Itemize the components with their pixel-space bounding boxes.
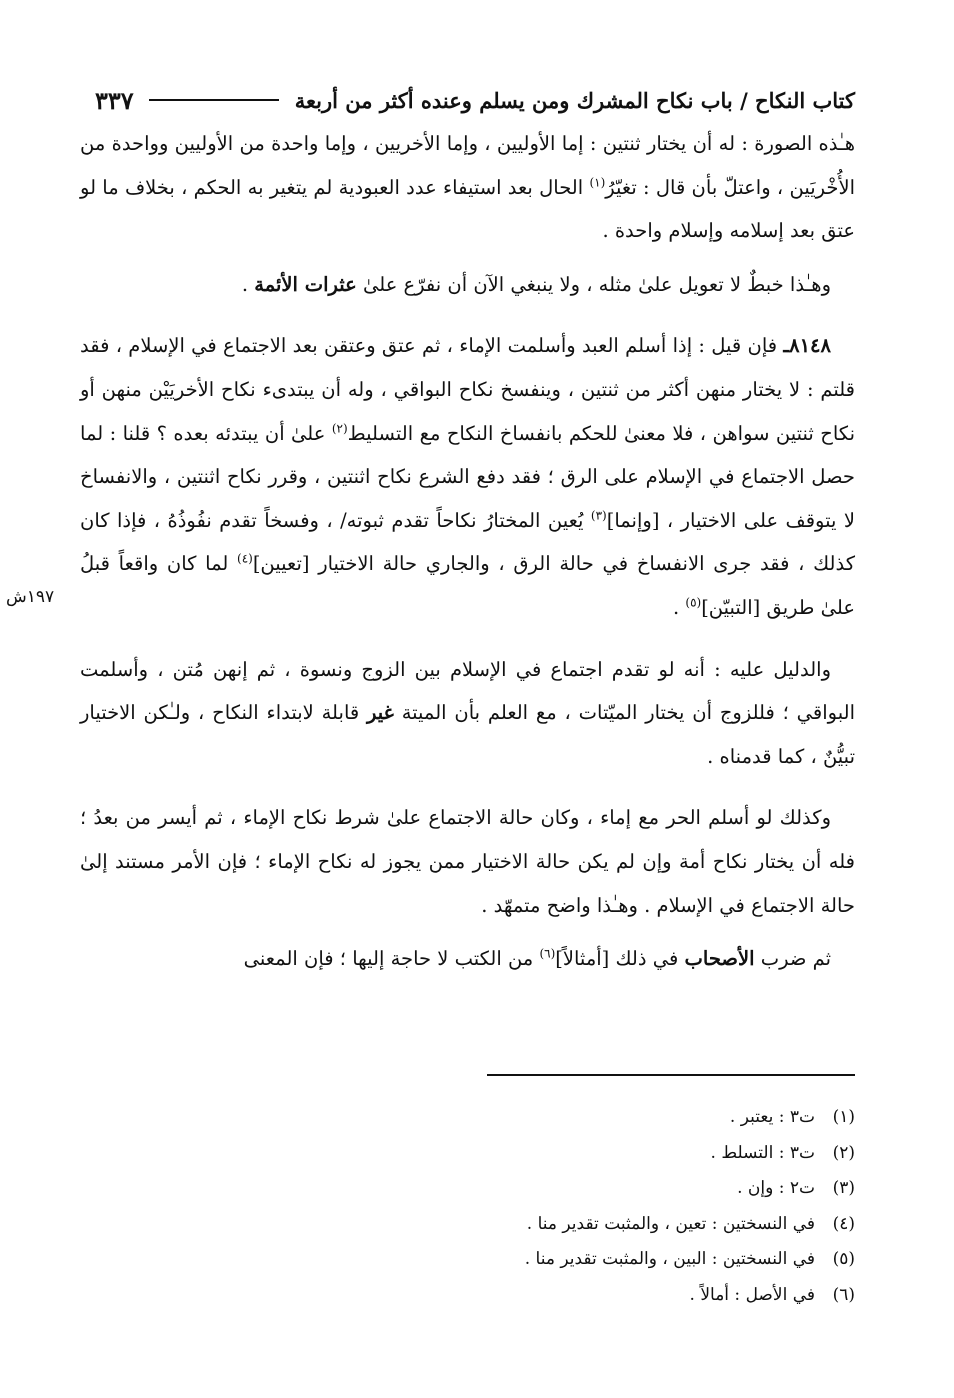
text-run: وكذلك لو أسلم الحر مع إماء ، وكان حالة الاجتماع علىٰ شرط نكاح الإماء ، ثم أيسر من بعدُ ؛ فله أن يختار نكاح أمة وإن لم يكن حالة الاختيار ممن يجوز له نكاح الإماء ؛ فإن الأمر مستند إلىٰ حالة الاجتماع في الإسلام . وهـٰذا واضح متمهّد . — [80, 806, 855, 917]
footnote-ref: (١) — [589, 175, 606, 190]
text-run: هـٰذه الصورة : له أن يختار ثنتين : إما الأوليين ، وإما الأخريين ، وإما واحدة من الأوليين وواحدة من الأُخْريَين ، واعتلّ بأن قال : تغيّرُ — [80, 132, 855, 199]
paragraph-5 — [80, 796, 855, 927]
bold-term: الأصحاب — [684, 947, 755, 971]
footnote-text: في النسختين : البين ، والمثبت تقدير منا . — [524, 1249, 815, 1269]
footnote-number: (٣) — [832, 1178, 855, 1198]
margin-folio-note: ١٩٧ش — [6, 587, 55, 607]
footnotes — [420, 1100, 855, 1313]
text-run: . — [672, 595, 686, 619]
text-run: وهـٰذا خبطٌ لا تعويل علىٰ مثله ، ولا ينبغي الآن أن نفرّع علىٰ — [356, 272, 831, 296]
footnote-text: في الأصل : أمالاً . — [689, 1284, 815, 1305]
paragraph-1 — [80, 122, 855, 253]
footnote-text: ت٣ : التسلط . — [710, 1142, 815, 1163]
text-run: الحال بعد استيفاء عدد العبودية لم يتغير به الحكم ، بخلاف ما لو عتق بعد إسلامه وإسلام واحدة . — [80, 175, 855, 243]
text-run: ثم ضرب — [754, 947, 831, 971]
paragraph-3 — [80, 324, 855, 629]
text-run: من الكتب لا حاجة إليها ؛ فإن المعنى — [243, 947, 540, 971]
footnote-ref: (٥) — [685, 595, 702, 610]
issue-number: ٨١٤٨ـ — [783, 334, 831, 358]
footnote-ref: (٣) — [590, 508, 607, 523]
paragraph-6 — [80, 937, 855, 981]
paragraph-2 — [80, 263, 855, 307]
text-run: علىٰ أن يبتدئه بعده ؟ قلنا : لما حصل الاجتماع في الإسلام على الرق ؛ فقد دفع الشرع نكاح اثنتين ، وقرر نكاح اثنتين ، والانفساخ لا يتوقف على الاختيار ، [وإنما] — [80, 421, 855, 532]
footnote-item — [420, 1136, 855, 1172]
paragraph-4 — [80, 648, 855, 779]
header-rule — [149, 99, 279, 101]
text-run: لما كان واقعاً قبلُ علىٰ طريق [التبيّن] — [80, 552, 855, 619]
text-run: في ذلك [أمثالاً] — [555, 947, 685, 971]
text-run: والدليل عليه : أنه لو تقدم اجتماع في الإسلام بين الزوج ونسوة ، ثم إنهن مُتن ، وأسلمت البواقي ؛ فللزوج أن يختار الميّتات ، مع العلم بأن الميتة — [80, 657, 855, 725]
footnote-item — [420, 1278, 855, 1314]
footnote-item — [420, 1207, 855, 1243]
text-run: . — [241, 272, 255, 296]
footnote-text: ت٢ : وإن . — [737, 1178, 815, 1198]
footnote-number: (١) — [832, 1107, 855, 1127]
header-title: كتاب النكاح / باب نكاح المشرك ومن يسلم وعنده أكثر من أربعة — [294, 87, 855, 113]
footnote-number: (٤) — [832, 1213, 855, 1234]
footnote-number: (٥) — [832, 1249, 855, 1269]
footnote-ref: (٢) — [331, 421, 348, 436]
footnote-item — [420, 1171, 855, 1207]
footnote-separator — [487, 1074, 855, 1076]
text-run: قابلة لابتداء النكاح ، ولـٰكن الاختيار تبيُّنٌ ، كما قدمناه . — [80, 701, 855, 768]
page-number: ٣٣٧ — [95, 85, 134, 115]
footnote-ref: (٦) — [539, 946, 556, 961]
footnote-item — [420, 1242, 855, 1278]
footnote-text: في النسختين : تعين ، والمثبت تقدير منا . — [526, 1213, 815, 1234]
footnote-text: ت٣ : يعتبر . — [729, 1107, 815, 1127]
footnote-number: (٢) — [832, 1142, 855, 1163]
text-run: يُعين المختارُ نكاحاً تقدم ثبوته/ ، وفسخاً تقدم نفُوذُهُ ، فإذا كان كذلك ، فقد جرى الانفساخ في حالة الرق ، والجاري حالة الاختيار [تعيين] — [80, 508, 855, 576]
footnote-number: (٦) — [832, 1284, 855, 1305]
bold-term: غير — [367, 701, 394, 725]
footnote-item — [420, 1100, 855, 1136]
main-text — [80, 122, 855, 999]
footnote-ref: (٤) — [237, 551, 253, 566]
text-run: فإن قيل : إذا أسلم العبد وأسلمت الإماء ، ثم عتق وعتقن بعد الاجتماع في الإسلام ، فقد قلتم : لا يختار منهن أكثر من ثنتين ، وينفسخ نكاح البواقي ، وله أن يبتدىء نكاح الأخريَيْن منهن أو نكاح ثنتين سواهن ، فلا معنىٰ للحكم بانفساخ النكاح مع التسليط — [80, 334, 855, 445]
bold-term: عثرات الأئمة — [254, 272, 357, 296]
running-header — [95, 80, 855, 120]
